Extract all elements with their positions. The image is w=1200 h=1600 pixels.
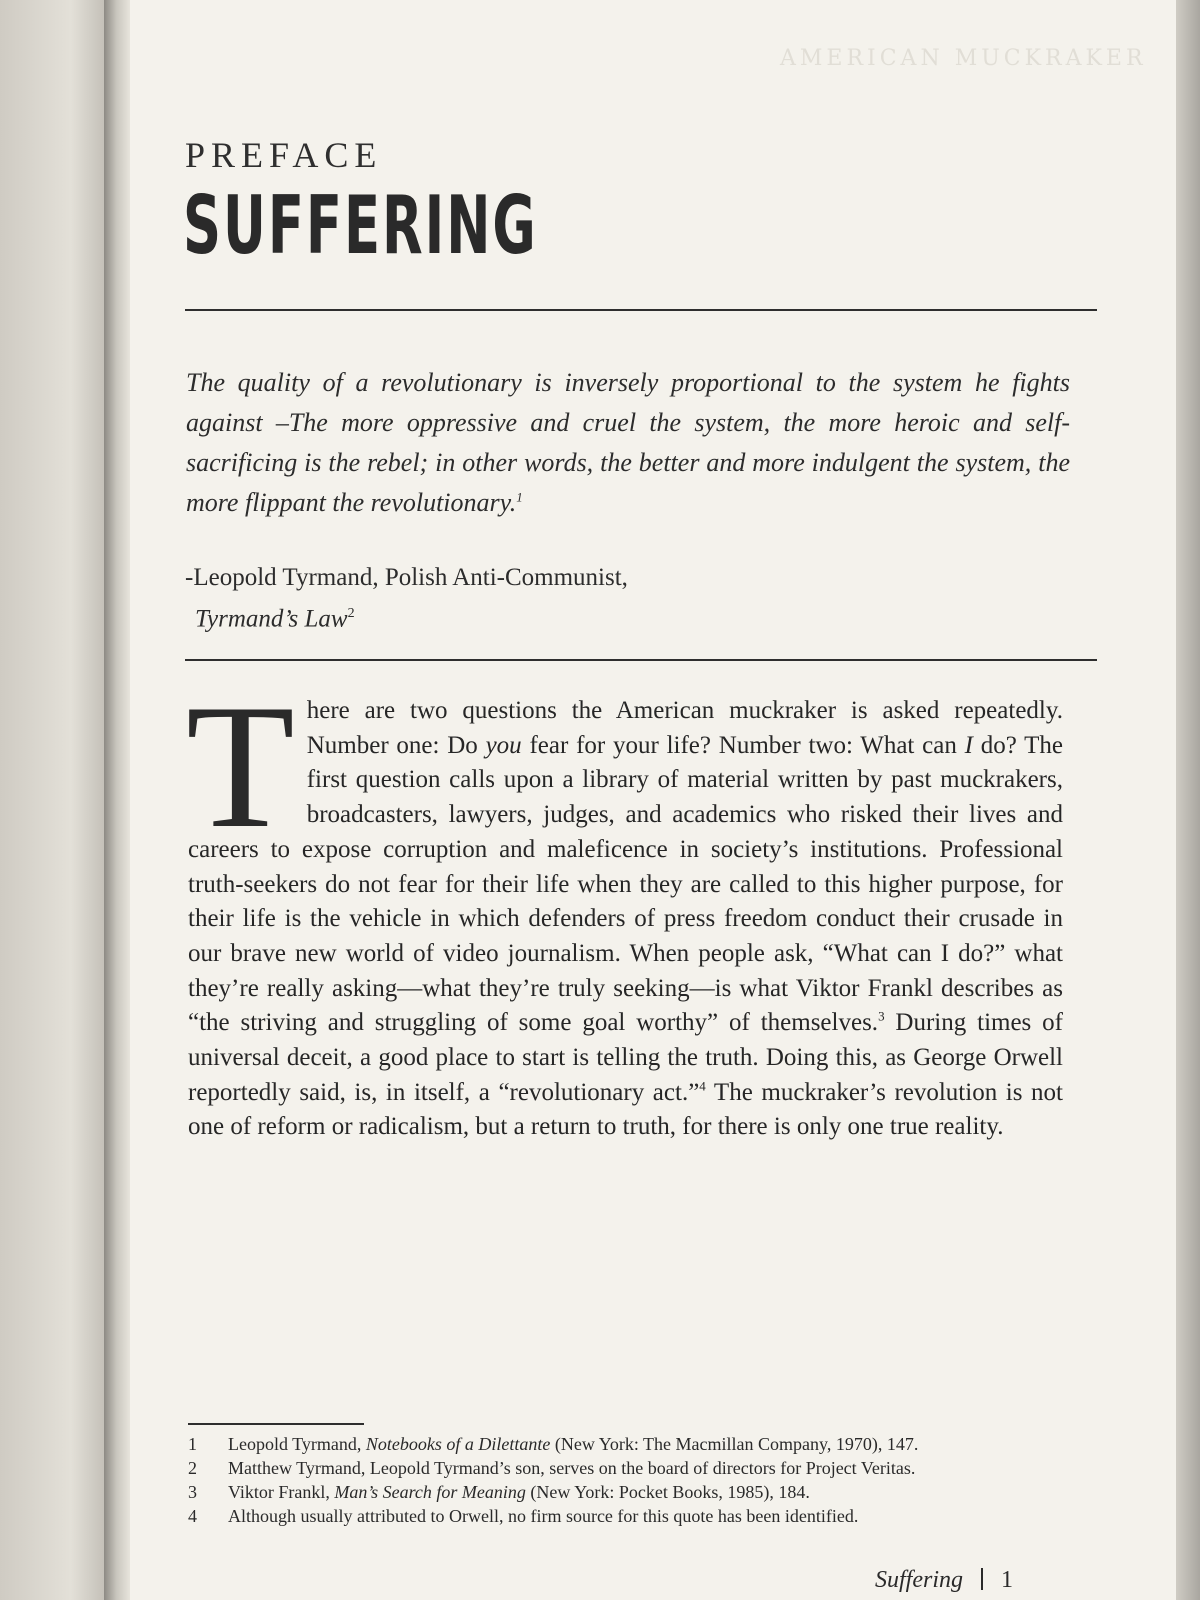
footnote-text-part: Viktor Frankl, bbox=[228, 1482, 335, 1502]
footnote-text-part: (New York: The Macmillan Company, 1970), 147. bbox=[550, 1434, 919, 1454]
footnote-title: Notebooks of a Dilettante bbox=[365, 1434, 551, 1454]
footnote-number: 4 bbox=[188, 1506, 197, 1526]
footnote bbox=[188, 1432, 1088, 1456]
footnote-text bbox=[228, 1456, 915, 1480]
facing-page-edge bbox=[0, 0, 118, 1600]
body-text-part: fear for your life? Number two: What can bbox=[521, 731, 965, 759]
footnote-text-part: Although usually attributed to Orwell, no firm source for this quote has been identified. bbox=[228, 1506, 859, 1526]
book-gutter bbox=[104, 0, 132, 1600]
footnote-text-part: Leopold Tyrmand, bbox=[228, 1434, 366, 1454]
footnote-ref: 1 bbox=[516, 489, 523, 505]
page-number: 1 bbox=[1001, 1567, 1013, 1593]
body-text-part: here are two questions the American muckraker is asked repeatedly. Number one: Do bbox=[306, 697, 1063, 759]
footnote-ref: 3 bbox=[878, 1009, 885, 1024]
footnote-number: 3 bbox=[188, 1482, 197, 1502]
epigraph-quote bbox=[186, 363, 1070, 523]
footnotes bbox=[188, 1432, 1088, 1528]
footnote-ref: 4 bbox=[699, 1078, 706, 1094]
page-stack-edge bbox=[1176, 0, 1200, 1600]
footnote bbox=[188, 1480, 1088, 1504]
footnote bbox=[188, 1456, 1088, 1480]
footnote-ref: 2 bbox=[347, 606, 355, 621]
book-page bbox=[130, 0, 1176, 1600]
epigraph-top-rule bbox=[185, 309, 1097, 311]
epigraph-attribution bbox=[185, 560, 628, 637]
attribution-work bbox=[185, 596, 628, 637]
epigraph-text: The quality of a revolutionary is inversely proportional to the system he fights against –The more oppressive and cruel the system, the more heroic and self-sacrificing is the rebel; in other words, the better and more indulgent the system, the more flippant the revolutionary. bbox=[186, 368, 1070, 517]
attribution-work-title: Tyrmand’s Law bbox=[195, 605, 348, 633]
footnote-text bbox=[228, 1504, 858, 1528]
emphasis: you bbox=[485, 731, 522, 759]
chapter-kicker: PREFACE bbox=[185, 135, 383, 175]
body-text-part: During times of universal deceit, a good place to start is telling the truth. Doing this, as George Orwell reportedly said, is, in itself, a “revolutionary act.” bbox=[188, 1009, 1063, 1106]
drop-cap: T bbox=[186, 667, 295, 865]
footer-separator bbox=[981, 1568, 983, 1590]
footnote-text-part: Matthew Tyrmand, Leopold Tyrmand’s son, serves on the board of directors for Project Veritas. bbox=[228, 1458, 916, 1478]
footnote-text bbox=[228, 1480, 810, 1504]
footnote-number: 2 bbox=[188, 1458, 197, 1478]
body-text-part: The muckraker’s revolution is not one of reform or radicalism, but a return to truth, for there is only one true reality. bbox=[188, 1078, 1063, 1141]
footnote-text-part: (New York: Pocket Books, 1985), 184. bbox=[525, 1482, 810, 1502]
footnote-title: Man’s Search for Meaning bbox=[334, 1482, 526, 1502]
epigraph-bottom-rule bbox=[185, 659, 1097, 661]
body-text-part: do? The first question calls upon a library of material written by past muckrakers, broadcasters, lawyers, judges, and academics who risked their lives and careers to expose corruption and maleficence in society’s institutions. Professional truth-seekers do not fear for their life when they are called to this higher purpose, for their life is the vehicle in which defenders of press freedom conduct their crusade in our brave new world of video journalism. When people ask, “What can I do?” what they’re really asking—what they’re truly seeking—is what Viktor Frankl describes as “the striving and struggling of some goal worthy” of themselves. bbox=[188, 731, 1063, 1037]
running-footer bbox=[875, 1567, 1013, 1594]
attribution-line: -Leopold Tyrmand, Polish Anti-Communist, bbox=[185, 564, 628, 591]
show-through-running-head: AMERICAN MUCKRAKER bbox=[780, 46, 1147, 71]
footnote-text bbox=[228, 1432, 918, 1456]
body-paragraph bbox=[186, 667, 1063, 1145]
footer-chapter-title: Suffering bbox=[875, 1567, 963, 1593]
chapter-title: SUFFERING bbox=[183, 179, 538, 272]
footnote-number: 1 bbox=[188, 1434, 197, 1454]
emphasis: I bbox=[964, 731, 973, 759]
footnote bbox=[188, 1504, 1088, 1528]
footnote-rule bbox=[188, 1423, 364, 1425]
